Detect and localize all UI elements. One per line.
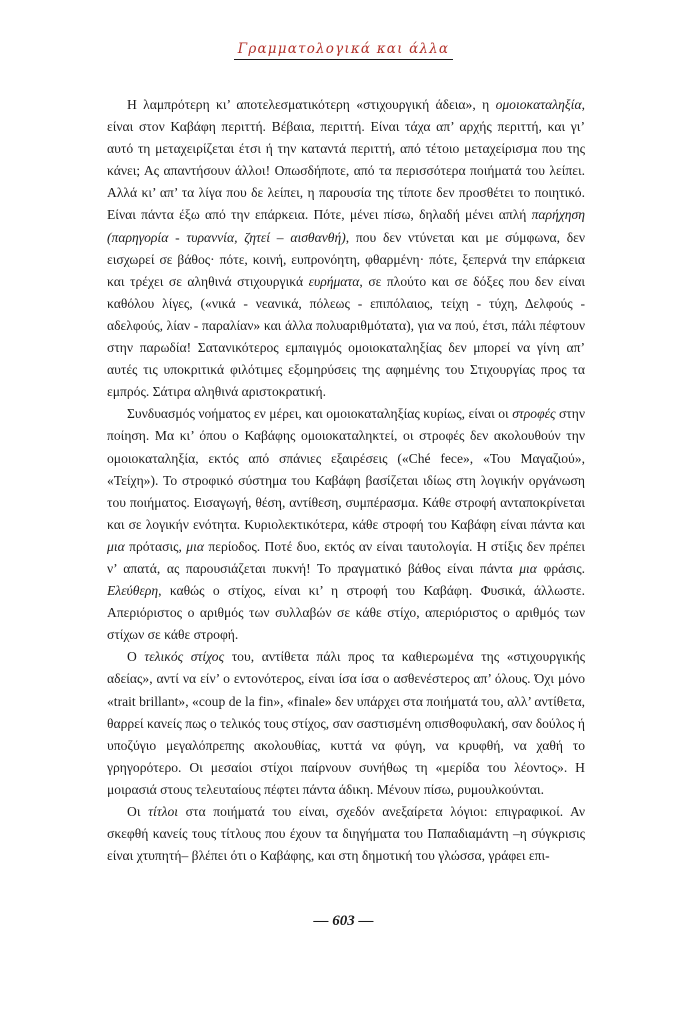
paragraph-stanzas — [107, 403, 585, 646]
italic-text-run: παρήχηση (παρηγορία - τυραννία, ζητεί – αισθανθή) — [107, 207, 585, 245]
text-run: , είναι στον Καβάφη περιττή. Βέβαια, περιττή. Είναι τάχα απ’ αρχής περιττή, και γι’ αυτό τη μεταχειρίζεται έτσι ή την καταντά περιττή, από τέτοιο μεταχείρισμα που της κάνει; Ας απαντήσουν άλλοι! Οπωσδήποτε, από τα περισσότερα ποιήματά του λείπει. Αλλά κι’ απ’ τα λίγα που δε λείπει, η παρουσία της τίποτε δεν προσθέτει το ποιητικό. Είναι πάντα έξω από την επάρκεια. Πότε, μένει πίσω, δηλαδή μένει απλή — [107, 97, 585, 223]
text-run: πρότασις, — [124, 538, 187, 554]
text-run: Η λαμπρότερη κι’ αποτελεσματικότερη «στιχουργική άδεια», η — [127, 97, 496, 112]
italic-text-run: μια — [107, 538, 125, 554]
italic-text-run: ομοιοκαταληξία — [495, 97, 582, 112]
text-run: του, αντίθετα πάλι προς τα καθιερωμένα της «στιχουργικής αδείας», αντί να είν’ ο εντονότερος, είναι ίσα ίσα ο ασθενέστερος απ’ όλους. Όχι μόνο «trait brillant», «coup de la fin», «finale» δεν υπάρχει στα ποιήματά του, αλλ’ αντίθετα, θαρρεί κανείς πως ο τελικός τους στίχος, σαν σαστισμένη οπισθοφυλακή, σαν δούλος ή υποζύγιο μεγαλόπρεπης ακολουθίας, κυττά να φύγη, να κρυφθή, να χαθή το γρηγορότερο. Οι μεσαίοι στίχοι παίρνουν συνήθως τη «μερίδα του λέοντος». Η μοιρασιά στους τελευταίους πέφτει πάντα άδικη. Μένουν πίσω, ρυμουλκούνται. — [107, 649, 585, 797]
text-run: περίοδος. Ποτέ δυο, εκτός αν είναι ταυτολογία. Η στίξις δεν πρέπει ν’ απατά, ας παρουσιάζεται πυκνή! Το πραγματικό βάθος είναι πάντα — [107, 538, 585, 576]
text-run: Οι — [127, 804, 149, 819]
text-run: Ο — [127, 649, 145, 665]
text-run: στην ποίηση. Μα κι’ όπου ο Καβάφης ομοιοκαταληκτεί, οι στροφές δεν ακολουθούν την ομοιοκαταληξία, εκτός από σπάνιες εξαιρέσεις («Ché fece», «Του Μαγαζιού», «Τείχη»). Το στροφικό σύστημα του Καβάφη βασίζεται ιδίως στη λογικήν οργάνωση του ποιήματος. Εισαγωγή, θέση, αντίθεση, συμπέρασμα. Κάθε στροφή ανταποκρίνεται και σε λογικήν ενότητα. Κυριολεκτικότερα, κάθε στροφή του Καβάφη είναι πάντα και — [107, 406, 586, 532]
text-run: , καθώς ο στίχος, είναι κι’ η στροφή του Καβάφη. Φυσικά, άλλωστε. Απεριόριστος ο αριθμός των συλλαβών σε κάθε στίχο, απεριόριστος ο αριθμός των στίχων σε κάθε στροφή. — [107, 583, 585, 643]
running-head — [0, 40, 687, 60]
italic-text-run: Ελεύθερη — [107, 583, 159, 599]
italic-text-run: τελικός στίχος — [144, 649, 225, 665]
italic-text-run: στροφές — [512, 406, 556, 422]
italic-text-run: τίτλοι — [148, 804, 179, 819]
text-run: , που δεν ντύνεται και με σύμφωνα, δεν εισχωρεί σε βάθος· πότε, κοινή, ευπρονόητη, φθαρμένη· πότε, ξεπερνά την επάρκεια και τρέχει σε αληθινά στιχουργικά — [107, 229, 585, 289]
body-text — [107, 94, 585, 867]
paragraph-final-line — [107, 646, 585, 801]
running-head-title: Γραμματολογικά και άλλα — [234, 41, 454, 60]
italic-text-run: ευρήματα — [308, 273, 360, 289]
paragraph-rhyme — [107, 94, 585, 403]
text-run: , σε πλούτο και σε δόξες που δεν είναι καθόλου λίγες, («νικά - νεανικά, πόλεως - επιπόλαιος, τείχη - τύχη, Δελφούς - αδελφούς, λίαν - παραλίαν» και άλλα πολυαριθμότατα), για να πού, έτσι, πάλι πέφτουν στην παρωδία! Σατανικότερος εμπαιγμός ομοιοκαταληξίας δεν μπορεί να γίνη απ’ αυτές τις υποκριτικά φιλότιμες εξομηρύσεις της αφημένης του Στιχουργίας προς τα εμπρός. Σάτιρα αληθινά αριστοκρατική. — [107, 273, 585, 400]
text-run: Συνδυασμός νοήματος εν μέρει, και ομοιοκαταληξίας κυρίως, είναι οι — [127, 406, 513, 422]
text-run: φράσις. — [536, 560, 585, 576]
page-number: — 603 — — [313, 913, 374, 929]
text-run: στα ποιήματά του είναι, σχεδόν ανεξαίρετα λόγιοι: επιγραφικοί. Αν σκεφθή κανείς τους τίτλους που έχουν τα διηγήματα του Παπαδιαμάντη –η σύγκρισις είναι χτυπητή– βλέπει ότι ο Καβάφης, και στη δημοτική του γλώσσα, γράφει επι- — [107, 804, 585, 864]
paragraph-titles — [107, 801, 585, 867]
italic-text-run: μια — [519, 560, 537, 576]
italic-text-run: μια — [186, 538, 205, 554]
